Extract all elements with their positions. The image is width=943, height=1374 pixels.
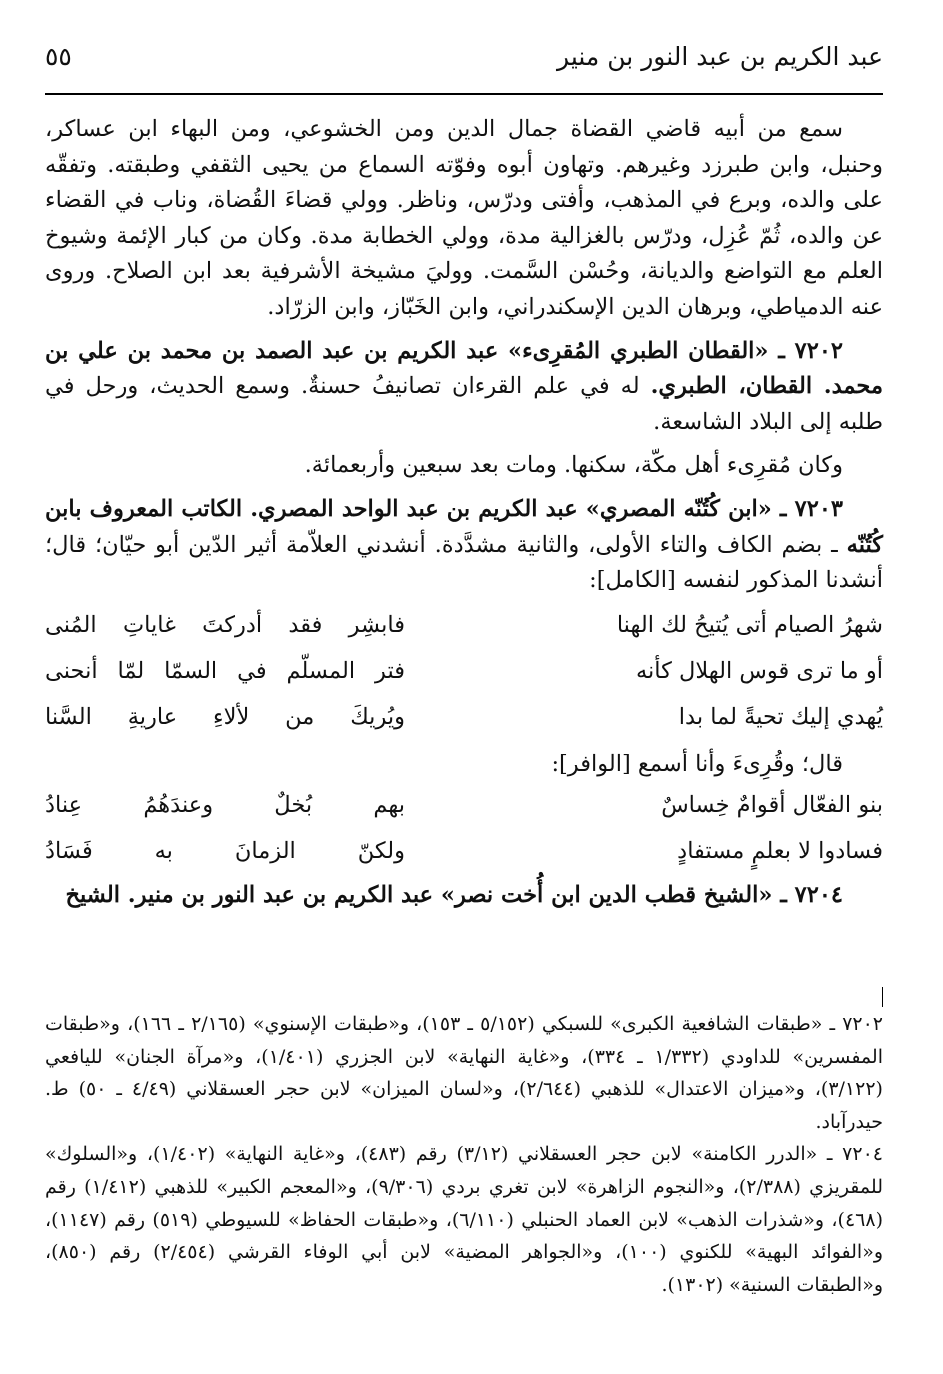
entry-7203 xyxy=(45,492,883,599)
entry-7202-text: له في علم القرءان تصانيفُ حسنةٌ. وسمع الحديث، ورحل في طلبه إلى البلاد الشاسعة. xyxy=(45,373,883,435)
entry-7202-heading: ٧٢٠٢ ـ «القطان الطبري المُقرِىء» عبد الكريم بن عبد الصمد بن محمد بن علي بن محمد. القطان، الطبري. xyxy=(45,337,883,400)
verse-first-hemistich: أو ما ترى قوس الهلال كأنه xyxy=(635,657,883,684)
main-text xyxy=(45,112,883,914)
paragraph-7201-continuation: سمع من أبيه قاضي القضاة جمال الدين ومن الخشوعي، ومن البهاء ابن عساكر، وحنبل، وابن طبرزد وغيرهم. وتهاون أبوه وفوّته السماع من يحيى الثقفي وطبقته. وتفقّه على والده، وبرع في المذهب، وأفتى ودرّس، وناظر. وولي قضاءَ القُضاة، وناب في القضاء عن والده، ثُمّ عُزِل، ودرّس بالغزالية مدة، وولي الخطابة مدة. وكان من كبار الإئمة وشيوخ العلم مع التواضع والديانة، وحُسْن السَّمت. ووليَ مشيخة الأشرفية بعد ابن الصلاح. وروى عنه الدمياطي، وبرهان الدين الإسكندراني، وابن الخَبّاز، وابن الزرّاد. xyxy=(45,116,883,320)
verse-first-hemistich: شهرُ الصيام أتى يُتيحُ لك الهنا xyxy=(616,611,883,638)
verse-second-hemistich: فتر المسلّم في السمّا لمّا أنحنى xyxy=(45,657,405,684)
entry-7204-heading: ٧٢٠٤ ـ «الشيخ قطب الدين ابن أُخت نصر» عبد الكريم بن عبد النور بن منير. الشيخ xyxy=(65,882,843,909)
verse-first-hemistich: يُهدي إليك تحيةً لما بدا xyxy=(678,703,883,730)
poem-wafir xyxy=(45,782,883,874)
poem-kamil xyxy=(45,603,883,741)
verse-first-hemistich: فسادوا لا بعلمٍ مستفادٍ xyxy=(677,837,883,864)
verse-second-hemistich: ولكنّ الزمانَ به فَسَادُ xyxy=(45,837,405,864)
entry-7203-text: ـ بضم الكاف والتاء الأولى، والثانية مشدَّدة. أنشدني العلاّمة أثير الدّين أبو حيّان؛ قال؛ أنشدنا المذكور لنفسه [الكامل]: xyxy=(45,531,883,594)
page-number: ٥٥ xyxy=(45,42,72,71)
entry-7203-text3: قال؛ وقُرِىءَ وأنا أسمع [الوافر]: xyxy=(551,750,843,777)
verse-second-hemistich: فابشِر فقد أدركتَ غاياتِ المُنى xyxy=(45,611,405,638)
entry-7202-text2: وكان مُقرِىء أهل مكّة، سكنها. ومات بعد سبعين وأربعمائة. xyxy=(304,452,843,479)
verse-line xyxy=(45,828,883,874)
verse-second-hemistich: ويُريكَ من لألاءِ عاريةِ السَّنا xyxy=(45,703,405,730)
verse-first-hemistich: بنو الفعّال أقوامٌ خِساسٌ xyxy=(661,791,883,818)
verse-second-hemistich: بهم بُخلٌ وعندَهُمُ عِنادُ xyxy=(45,791,405,818)
entry-7204 xyxy=(45,878,883,914)
entry-7203-heading: ٧٢٠٣ ـ «ابن كُتُنّه المصري» عبد الكريم بن عبد الواحد المصري. الكاتب المعروف بابن كُتُنّه xyxy=(45,495,883,558)
footnote-separator xyxy=(882,987,883,1007)
running-header xyxy=(45,42,883,92)
entry-7202 xyxy=(45,334,883,441)
header-rule xyxy=(45,93,883,95)
verse-line xyxy=(45,649,883,695)
verse-line xyxy=(45,695,883,741)
footnote-7204: ٧٢٠٤ ـ «الدرر الكامنة» لابن حجر العسقلاني (٣/١٢) رقم (٤٨٣)، و«غاية النهاية» (١/٤٠٢)، و«السلوك» للمقريزي (٢/٣٨٨)، و«النجوم الزاهرة» لابن تغري بردي (٩/٣٠٦)، و«المعجم الكبير» للذهبي (١/٤١٢) رقم (٤٦٨)، و«شذرات الذهب» لابن العماد الحنبلي (٦/١١٠)، و«طبقات الحفاظ» للسيوطي (٥١٩) رقم (١١٤٧)، و«الفوائد البهية» للكنوي (١٠٠)، و«الجواهر المضية» لابن أبي الوفاء القرشي (٢/٤٥٤) رقم (٨٥٠)، و«الطبقات السنية» (١٣٠٢). xyxy=(45,1143,884,1296)
header-title: عبد الكريم بن عبد النور بن منير xyxy=(557,42,883,71)
footnotes xyxy=(45,1008,883,1301)
verse-line xyxy=(45,603,883,649)
verse-line xyxy=(45,782,883,828)
footnote-7202: ٧٢٠٢ ـ «طبقات الشافعية الكبرى» للسبكي (٥/١٥٢ ـ ١٥٣)، و«طبقات الإسنوي» (٢/١٦٥ ـ ١٦٦)، و«طبقات المفسرين» للداودي (١/٣٣٢ ـ ٣٣٤)، و«غاية النهاية» لابن الجزري (١/٤٠١)، و«مرآة الجنان» لليافعي (٣/١٢٢)، و«ميزان الاعتدال» للذهبي (٢/٦٤٤)، و«لسان الميزان» لابن حجر العسقلاني (٤/٤٩ ـ ٥٠) ط. حيدرآباد. xyxy=(45,1013,884,1133)
